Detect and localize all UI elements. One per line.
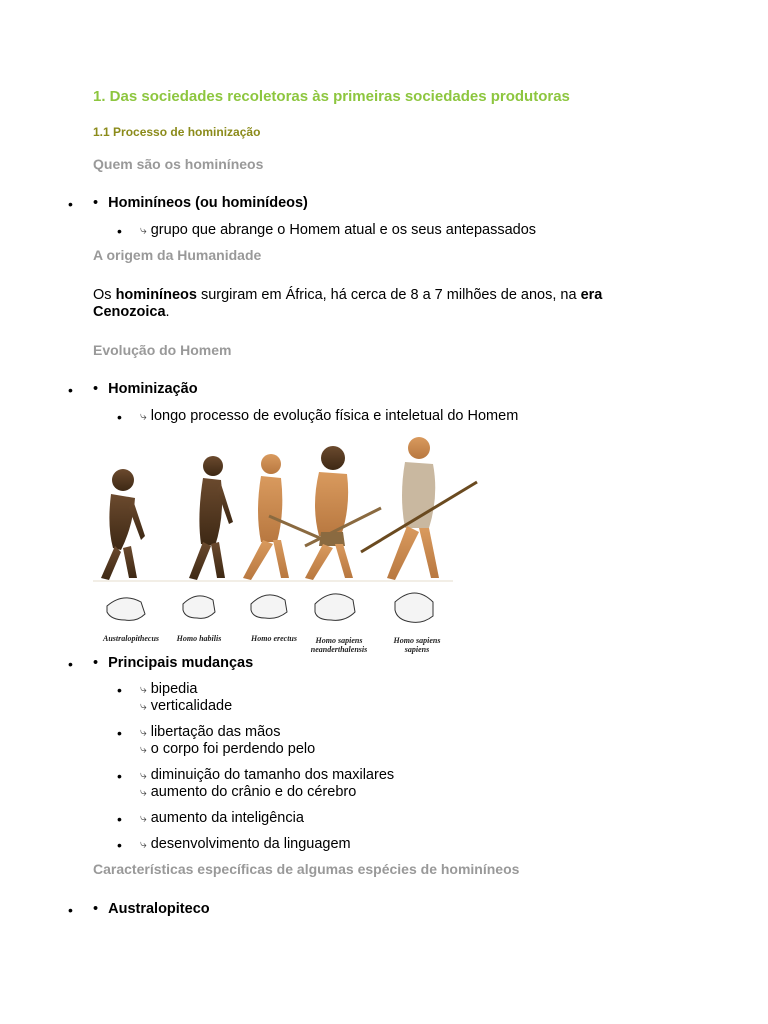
list-item-mudancas	[93, 655, 253, 671]
heading-origin: A origem da Humanidade	[93, 247, 262, 263]
list-bullet: •	[117, 811, 122, 827]
arrow-icon: ⤷	[140, 785, 147, 799]
sub-item-text: aumento da inteligência	[150, 810, 304, 826]
evolution-figures-image	[93, 436, 481, 656]
skull-label-neanderthalensis	[301, 636, 377, 654]
para-bold: era Cenozoica	[93, 287, 603, 320]
arrow-icon: ⤷	[140, 768, 147, 782]
sub-item-text: diminuição do tamanho dos maxilares	[150, 767, 395, 783]
list-item-hominineos	[93, 195, 308, 211]
sub-item-text: verticalidade	[150, 698, 233, 714]
list-item-australopiteco	[93, 901, 210, 917]
list-item-label: Principais mudanças	[108, 655, 254, 671]
arrow-icon: ⤷	[140, 699, 147, 713]
sub-item-text: grupo que abrange o Homem atual e os seus antepassados	[150, 222, 537, 238]
skull-label-line: sapiens	[404, 645, 430, 654]
sub-item-text: desenvolvimento da linguagem	[150, 836, 351, 852]
list-bullet: •	[117, 409, 122, 425]
sub-item-group	[140, 681, 232, 715]
arrow-icon: ⤷	[140, 682, 147, 696]
skull-label-line: Homo habilis	[176, 634, 222, 643]
skull-label-line: Homo erectus	[251, 634, 297, 643]
list-item-label: Hominíneos (ou hominídeos)	[108, 195, 308, 211]
sub-item	[140, 810, 304, 826]
skull-label-australopithecus	[93, 634, 169, 643]
heading-species: Características específicas de algumas espécies de hominíneos	[93, 861, 520, 877]
list-bullet: •	[68, 382, 73, 398]
arrow-icon: ⤷	[140, 742, 147, 756]
list-bullet: •	[117, 837, 122, 853]
list-item-hominizacao	[93, 381, 198, 397]
skull-label-sapiens	[383, 636, 451, 654]
evolution-illustration	[93, 436, 481, 656]
list-bullet: •	[117, 725, 122, 741]
sub-item-text: libertação das mãos	[150, 724, 281, 740]
inner-bullet: •	[93, 901, 99, 917]
sub-item-group	[140, 767, 394, 801]
section-title: 1. Das sociedades recoletoras às primeiras sociedades produtoras	[93, 88, 570, 105]
para-text: .	[165, 304, 170, 320]
skull-label-line: Homo sapiens	[393, 636, 441, 645]
heading-evolution: Evolução do Homem	[93, 342, 232, 358]
list-bullet: •	[68, 902, 73, 918]
sub-item	[140, 408, 518, 424]
skull-label-erectus	[241, 634, 307, 643]
sub-item-group	[140, 724, 315, 758]
arrow-icon: ⤷	[140, 223, 147, 237]
list-bullet: •	[68, 196, 73, 212]
subsection-title: 1.1 Processo de hominização	[93, 125, 261, 139]
inner-bullet: •	[93, 195, 99, 211]
arrow-icon: ⤷	[140, 811, 147, 825]
sub-item-text: aumento do crânio e do cérebro	[150, 784, 357, 800]
skull-label-line: Homo sapiens	[315, 636, 363, 645]
heading-who: Quem são os hominíneos	[93, 156, 264, 172]
origin-paragraph	[93, 287, 653, 321]
arrow-icon: ⤷	[140, 409, 147, 423]
inner-bullet: •	[93, 381, 99, 397]
sub-item-text: longo processo de evolução física e inteletual do Homem	[150, 408, 519, 424]
list-item-label: Hominização	[108, 381, 198, 397]
list-item-label: Australopiteco	[108, 901, 210, 917]
para-text: surgiram em África, há cerca de 8 a 7 milhões de anos, na	[196, 287, 581, 303]
skull-row	[107, 593, 433, 622]
list-bullet: •	[117, 223, 122, 239]
homo-habilis-figure	[189, 456, 233, 580]
inner-bullet: •	[93, 655, 99, 671]
list-bullet: •	[117, 682, 122, 698]
sub-item-text: bipedia	[150, 681, 198, 697]
australopithecus-figure	[101, 469, 145, 580]
arrow-icon: ⤷	[140, 837, 147, 851]
sub-item	[140, 222, 536, 238]
list-bullet: •	[68, 656, 73, 672]
arrow-icon: ⤷	[140, 725, 147, 739]
sub-item	[140, 836, 351, 852]
neanderthal-figure	[305, 446, 381, 580]
list-bullet: •	[117, 768, 122, 784]
para-text: Os	[93, 287, 116, 303]
para-bold: hominíneos	[115, 287, 197, 303]
skull-label-line: neanderthalensis	[310, 645, 368, 654]
skull-label-line: Australopithecus	[102, 634, 159, 643]
sub-item-text: o corpo foi perdendo pelo	[150, 741, 316, 757]
skull-label-habilis	[169, 634, 229, 643]
